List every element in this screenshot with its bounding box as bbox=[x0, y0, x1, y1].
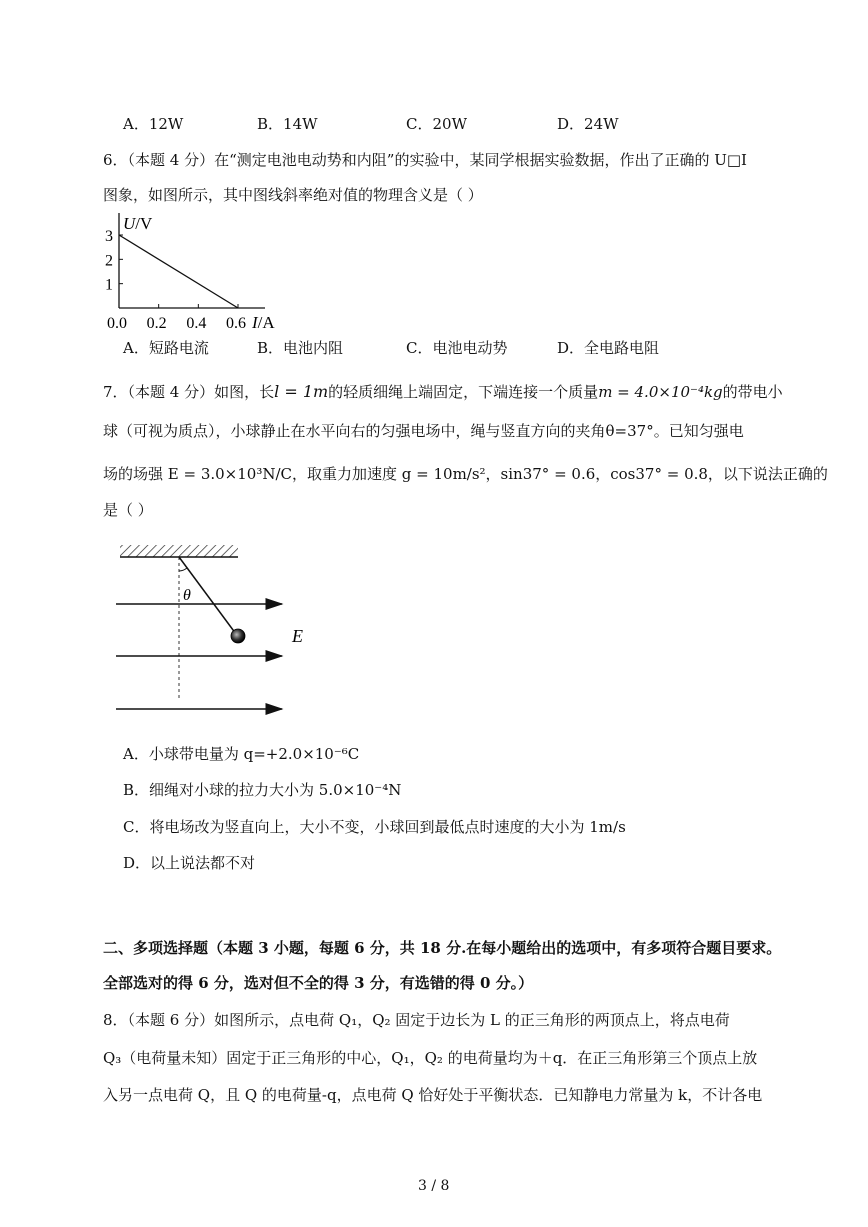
section2-heading-line1: 二、多项选择题（本题 3 小题，每题 6 分，共 18 分.在每小题给出的选项中，有多项符合题目要求。 bbox=[103, 939, 782, 957]
q7-stem-line4: 是（ ） bbox=[103, 501, 153, 519]
ui-graph bbox=[95, 205, 295, 335]
q6-option-a: A．短路电流 bbox=[123, 339, 209, 357]
field-label-E: E bbox=[292, 626, 303, 646]
q7-length-expr: l = 1m bbox=[274, 382, 329, 401]
x-tick-label: 0.6 bbox=[226, 315, 246, 332]
theta-label: θ bbox=[183, 587, 191, 604]
q7-stem-line2: 球（可视为质点），小球静止在水平向右的匀强电场中，绳与竖直方向的夹角θ=37°。已知匀强电 bbox=[103, 422, 744, 440]
section2-heading-line2: 全部选对的得 6 分，选对但不全的得 3 分，有选错的得 0 分。） bbox=[103, 974, 534, 992]
q7-mass-expr: m = 4.0×10⁻⁴kg bbox=[598, 383, 723, 401]
charged-ball bbox=[231, 629, 245, 643]
q5-option-a: A．12W bbox=[123, 115, 184, 133]
q5-option-d: D．24W bbox=[557, 115, 619, 133]
q6-option-c: C．电池电动势 bbox=[406, 339, 508, 357]
q6-stem-line1: 6．（本题 4 分）在“测定电池电动势和内阻”的实验中，某同学根据实验数据，作出了正确的 U□I bbox=[103, 151, 747, 169]
q6-stem-line2: 图象，如图所示，其中图线斜率绝对值的物理含义是（ ） bbox=[103, 186, 483, 204]
pendulum-figure bbox=[110, 540, 330, 720]
q7-option-d: D．以上说法都不对 bbox=[123, 854, 256, 872]
q8-stem-line3: 入另一点电荷 Q，且 Q 的电荷量-q，点电荷 Q 恰好处于平衡状态．已知静电力常量为 k，不计各电 bbox=[103, 1086, 763, 1104]
q7-option-c: C．将电场改为竖直向上，大小不变，小球回到最低点时速度的大小为 1m/s bbox=[123, 818, 626, 836]
y-tick-label: 1 bbox=[105, 276, 113, 294]
q8-stem-line1: 8．（本题 6 分）如图所示，点电荷 Q₁，Q₂ 固定于边长为 L 的正三角形的两顶点上，将点电荷 bbox=[103, 1011, 730, 1029]
q5-option-b: B．14W bbox=[257, 115, 318, 133]
q8-stem-line2: Q₃（电荷量未知）固定于正三角形的中心，Q₁，Q₂ 的电荷量均为＋q．在正三角形第三个顶点上放 bbox=[103, 1049, 758, 1067]
q7-stem-part-c: 的带电小 bbox=[722, 383, 783, 401]
x-tick-label: 0.4 bbox=[186, 315, 207, 332]
q7-stem-line1 bbox=[103, 382, 783, 402]
y-axis-label: U/V bbox=[123, 214, 153, 233]
x-axis-label: I/A bbox=[252, 313, 275, 332]
q6-option-b: B．电池内阻 bbox=[257, 339, 344, 357]
q7-stem-part-b: 的轻质细绳上端固定，下端连接一个质量 bbox=[328, 383, 599, 401]
y-tick-label: 3 bbox=[105, 228, 113, 245]
angle-arc bbox=[179, 568, 187, 571]
q7-stem-line3: 场的场强 E = 3.0×10³N/C，取重力加速度 g = 10m/s²，sin37° = 0.6，cos37° = 0.8，以下说法正确的 bbox=[103, 465, 828, 483]
x-tick-label: 0.2 bbox=[146, 315, 167, 332]
y-tick-label: 2 bbox=[105, 252, 113, 270]
q7-option-b: B．细绳对小球的拉力大小为 5.0×10⁻⁴N bbox=[123, 781, 402, 799]
q7-stem-part-a: 7．（本题 4 分）如图，长 bbox=[103, 383, 275, 401]
page-number: 3 / 8 bbox=[418, 1178, 450, 1194]
q6-option-d: D．全电路电阻 bbox=[557, 339, 660, 357]
q7-option-a: A．小球带电量为 q=+2.0×10⁻⁶C bbox=[123, 745, 360, 763]
ui-line bbox=[119, 235, 238, 308]
x-tick-label: 0.0 bbox=[107, 315, 127, 332]
q5-option-c: C．20W bbox=[406, 115, 467, 133]
ceiling-hatch bbox=[120, 545, 238, 557]
